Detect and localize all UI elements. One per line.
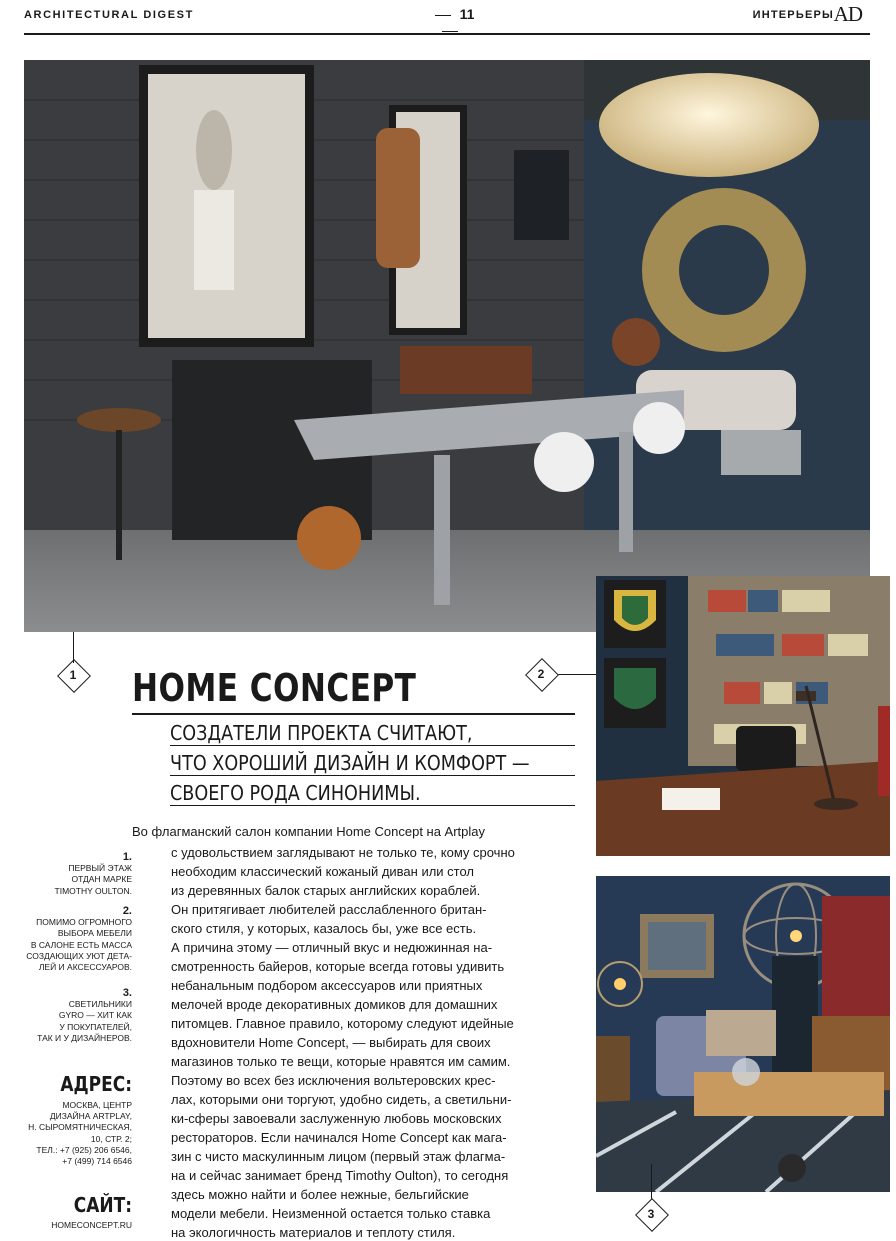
lede-rule — [170, 775, 575, 776]
photo-1-number: 1 — [69, 668, 77, 682]
address-block: МОСКВА, ЦЕНТР ДИЗАЙНА ARTPLAY, Н. СЫРОМЯТНИЧЕСКАЯ, 10, СТР. 2; ТЕЛ.: +7 (925) 206 6546, +7 (499) 714 6546 — [28, 1100, 132, 1167]
lede-rule — [170, 745, 575, 746]
magazine-name: ARCHITECTURAL DIGEST — [24, 9, 194, 21]
header-rule — [24, 33, 870, 35]
body-line: магазинов только те вещи, которые нравятся им самим. — [171, 1054, 511, 1069]
body-line: ского стиля, у которых, казалось бы, уже все есть. — [171, 921, 477, 936]
photo-3-leader-line — [651, 1164, 652, 1201]
library-photo — [596, 576, 890, 856]
lede-line: ЧТО ХОРОШИЙ ДИЗАЙН И КОМФОРТ — — [170, 751, 530, 775]
caption-1: 1. ПЕРВЫЙ ЭТАЖ ОТДАН МАРКЕ TIMOTHY OULTON. — [54, 851, 132, 896]
body-line: небанальным подбором аксессуаров или приятных — [171, 978, 483, 993]
body-line: лах, которыми они торгуют, удобно сидеть, а светильни- — [171, 1092, 512, 1107]
lede-line: СОЗДАТЕЛИ ПРОЕКТА СЧИТАЮТ, — [170, 721, 473, 745]
article-title: HOME CONCEPT — [132, 666, 417, 710]
body-line: вдохновители Home Concept, — выбирать для своих — [171, 1035, 491, 1050]
body-line: из деревянных балок старых английских кораблей. — [171, 883, 481, 898]
body-line: на и сейчас занимает бренд Timothy Oulton), то сегодня — [171, 1168, 509, 1183]
body-line: с удовольствием заглядывают не только те, кому срочно — [171, 845, 515, 860]
site-heading: САЙТ: — [73, 1193, 132, 1217]
body-line: ки-сферы завоевали заслуженную любовь московских — [171, 1111, 502, 1126]
body-line: питомцев. Главное правило, которому следуют идейные — [171, 1016, 514, 1031]
photo-2-number: 2 — [537, 667, 545, 681]
body-line: Он притягивает любителей расслабленного британ- — [171, 902, 487, 917]
caption-3: 3. СВЕТИЛЬНИКИ GYRO — ХИТ КАК У ПОКУПАТЕЛЕЙ, ТАК И У ДИЗАЙНЕРОВ. — [37, 987, 132, 1043]
body-line: рестораторов. Если начинался Home Concept как мага- — [171, 1130, 507, 1145]
photo-1-leader-line — [73, 632, 74, 663]
lede-rule — [170, 805, 575, 806]
lede-line: СВОЕГО РОДА СИНОНИМЫ. — [170, 781, 421, 805]
body-line: А причина этому — отличный вкус и недюжинная на- — [171, 940, 493, 955]
body-line: мелочей вроде декоративных домиков для домашних — [171, 997, 498, 1012]
body-line: необходим классический кожаный диван или стол — [171, 864, 475, 879]
body-line: здесь можно найти и более нежные, бельгийские — [171, 1187, 469, 1202]
body-line: смотренность байеров, которые всегда готовы удивить — [171, 959, 505, 974]
page-number: 11 — [410, 6, 490, 38]
ad-logo: AD — [833, 2, 862, 26]
main-interior-photo — [24, 60, 870, 632]
title-rule — [132, 713, 575, 715]
photo-3-number: 3 — [647, 1207, 655, 1221]
body-line: на экологичность материалов и теплоту стиля. — [171, 1225, 456, 1240]
address-heading: АДРЕС: — [60, 1072, 132, 1096]
body-line: Во флагманский салон компании Home Concept на Artplay — [132, 824, 486, 839]
body-line: модели мебели. Неизменной остается только ставка — [171, 1206, 491, 1221]
lounge-photo — [596, 876, 890, 1192]
body-line: Поэтому во всех без исключения вольтеровских крес- — [171, 1073, 496, 1088]
section-label: ИНТЕРЬЕРЫ — [752, 9, 834, 21]
body-line: зин с чисто маскулинным лицом (первый этаж флагма- — [171, 1149, 506, 1164]
site-url[interactable]: HOMECONCEPT.RU — [51, 1220, 132, 1230]
caption-2: 2. ПОМИМО ОГРОМНОГО ВЫБОРА МЕБЕЛИ В САЛОНЕ ЕСТЬ МАССА СОЗДАЮЩИХ УЮТ ДЕТА- ЛЕЙ И АКСЕССУАРОВ. — [26, 905, 132, 973]
